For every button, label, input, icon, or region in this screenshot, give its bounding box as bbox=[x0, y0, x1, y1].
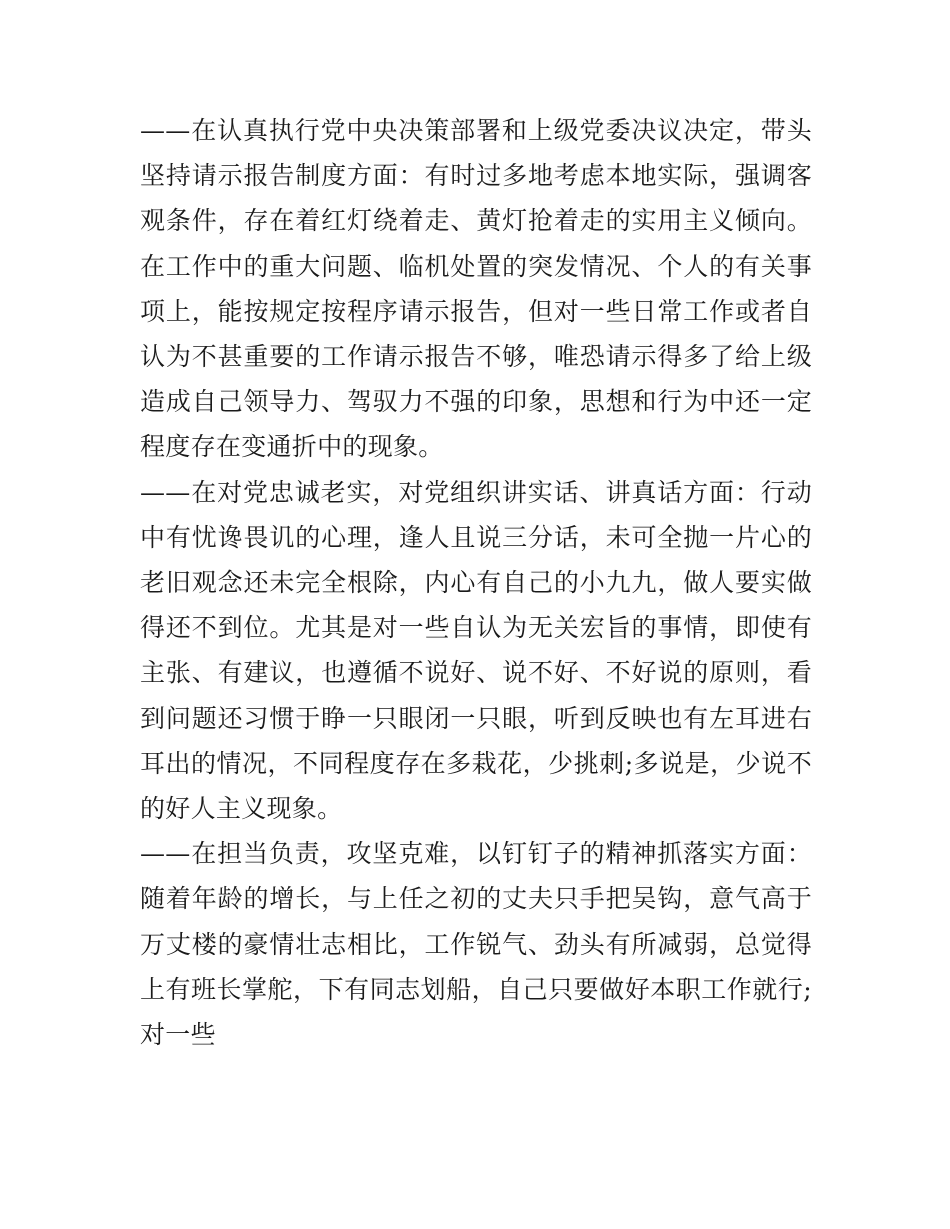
paragraph-1: ——在认真执行党中央决策部署和上级党委决议决定，带头坚持请示报告制度方面：有时过多地考虑本地实际，强调客观条件，存在着红灯绕着走、黄灯抢着走的实用主义倾向。在工作中的重大问题、临机处置的突发情况、个人的有关事项上，能按规定按程序请示报告，但对一些日常工作或者自认为不甚重要的工作请示报告不够，唯恐请示得多了给上级造成自己领导力、驾驭力不强的印象，思想和行为中还一定程度存在变通折中的现象。 bbox=[140, 116, 812, 462]
paragraph-3: ——在担当负责，攻坚克难，以钉钉子的精神抓落实方面：随着年龄的增长，与上任之初的丈夫只手把吴钩，意气高于万丈楼的豪情壮志相比，工作锐气、劲头有所减弱，总觉得上有班长掌舵，下有同志划船，自己只要做好本职工作就行;对一些 bbox=[140, 839, 812, 1050]
document-body bbox=[140, 108, 812, 1057]
paragraph-2: ——在对党忠诚老实，对党组织讲实话、讲真话方面：行动中有忧谗畏讥的心理，逢人且说三分话，未可全抛一片心的老旧观念还未完全根除，内心有自己的小九九，做人要实做得还不到位。尤其是对一些自认为无关宏旨的事情，即使有主张、有建议，也遵循不说好、说不好、不好说的原则，看到问题还习惯于睁一只眼闭一只眼，听到反映也有左耳进右耳出的情况，不同程度存在多栽花，少挑刺;多说是，少说不的好人主义现象。 bbox=[140, 477, 812, 824]
